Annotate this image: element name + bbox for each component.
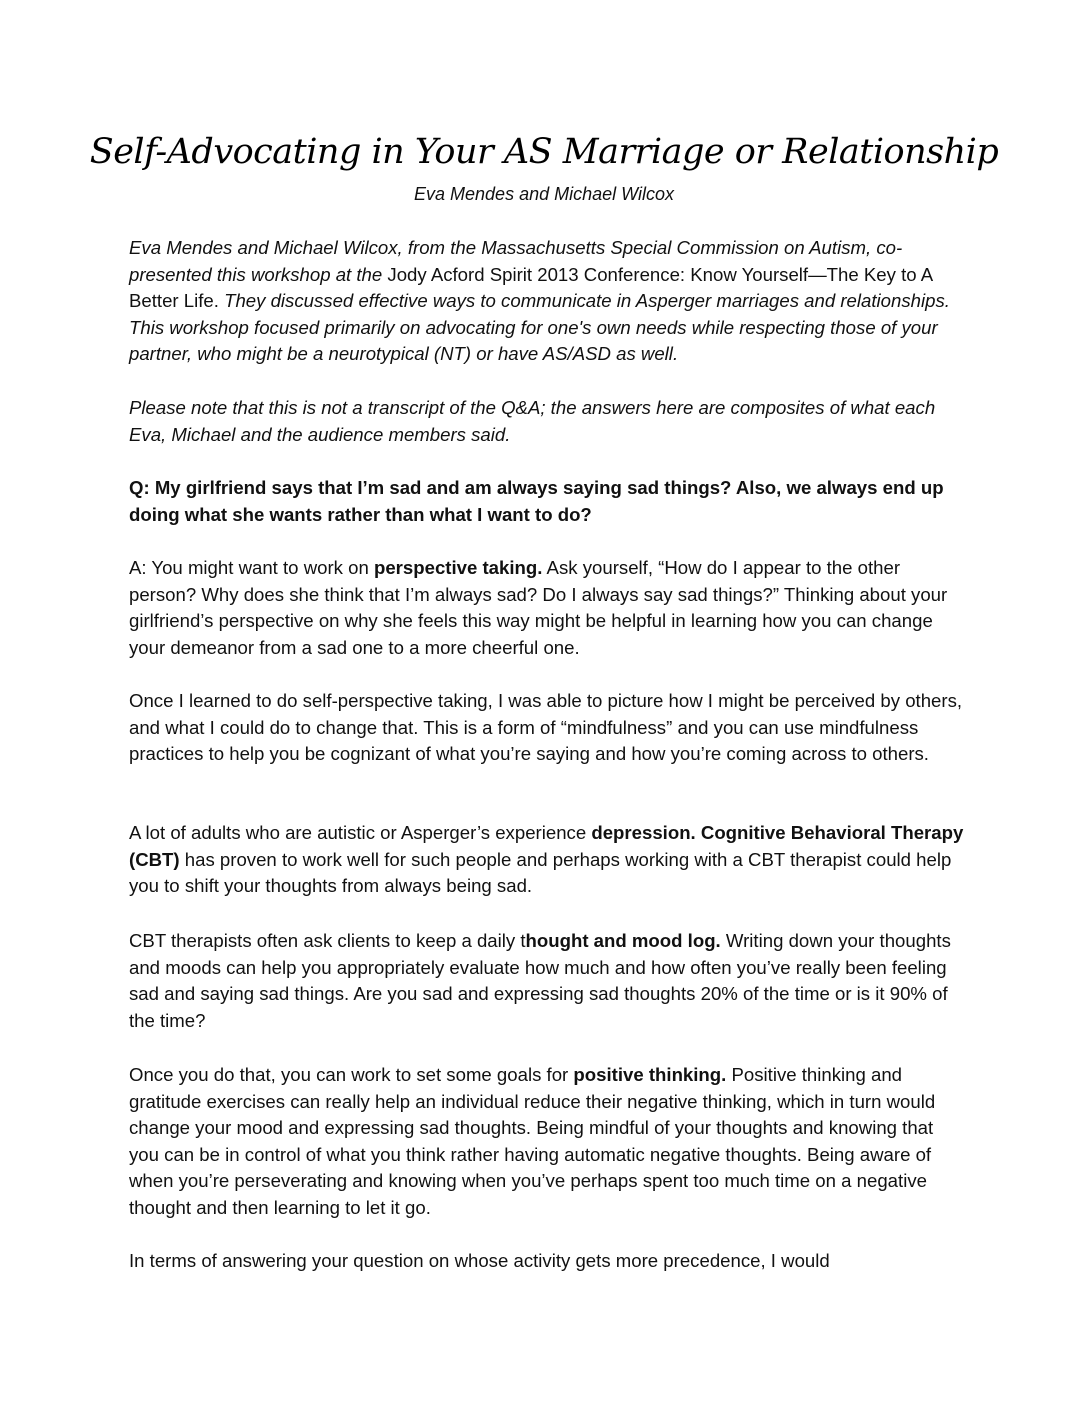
answer-emphasis: perspective taking. <box>373 557 543 578</box>
question-heading: Q: My girlfriend says that I’m sad and am always saying sad things? Also, we always end up doing what she wants rather than what I want to do? <box>129 477 944 525</box>
answer-paragraph-5 <box>129 1062 964 1221</box>
answer-text: Writing down your thoughts and moods can help you appropriately evaluate how much and how often you’ve really been feeling sad and saying sad things. Are you sad and expressing sad thoughts 20% of the time or is it 90% of the time? <box>129 930 951 1031</box>
answer-paragraph-1 <box>129 555 964 661</box>
answer-emphasis: depression. Cognitive Behavioral Therapy (CBT) <box>129 822 964 870</box>
answer-text: Ask yourself, “How do I appear to the other person? Why does she think that I’m always sad? Do I always say sad things?” Thinking about your girlfriend’s perspective on why she feels this way might be helpful in learning how you can change your demeanor from a sad one to a more cheerful one. <box>129 557 948 658</box>
document-title: Self-Advocating in Your AS Marriage or Relationship <box>89 132 999 172</box>
intro-text-2: They discussed effective ways to communicate in Asperger marriages and relationships. This workshop focused primarily on advocating for one's own needs while respecting those of your partner, who might be a neurotypical (NT) or have AS/ASD as well. <box>129 290 950 364</box>
note-paragraph: Please note that this is not a transcript of the Q&A; the answers here are composites of what each Eva, Michael and the audience members said. <box>129 397 936 445</box>
answer-paragraph-4 <box>129 928 964 1034</box>
intro-text-1: Eva Mendes and Michael Wilcox, from the Massachusetts Special Commission on Autism, co-presented this workshop at the <box>129 237 903 285</box>
byline: Eva Mendes and Michael Wilcox <box>414 184 674 204</box>
answer-paragraph-6: In terms of answering your question on whose activity gets more precedence, I would <box>129 1250 830 1271</box>
intro-paragraph <box>129 235 964 368</box>
answer-text: CBT therapists often ask clients to keep a daily t <box>129 930 526 951</box>
answer-text: has proven to work well for such people and perhaps working with a CBT therapist could help you to shift your thoughts from always being sad. <box>129 848 952 896</box>
answer-text: Positive thinking and gratitude exercises can really help an individual reduce their negative thinking, which in turn would change your mood and expressing sad thoughts. Being mindful of your thoughts and knowing that you can be in control of what you think rather having automatic negative thoughts. Being aware of when you’re perseverating and knowing when you’ve perhaps spent too much time on a negative thought and then learning to let it go. <box>129 1064 936 1218</box>
answer-text: Once you do that, you can work to set some goals for <box>129 1064 574 1085</box>
answer-paragraph-3 <box>129 820 964 900</box>
answer-emphasis: hought and mood log. <box>525 930 721 951</box>
answer-emphasis: positive thinking. <box>573 1064 727 1085</box>
answer-text: A lot of adults who are autistic or Asperger’s experience <box>129 822 592 843</box>
conference-name: Jody Acford Spirit 2013 Conference: Know Yourself—The Key to A Better Life. <box>129 263 933 311</box>
answer-text: A: You might want to work on <box>129 557 374 578</box>
answer-paragraph-2: Once I learned to do self-perspective taking, I was able to picture how I might be perceived by others, and what I could do to change that. This is a form of “mindfulness” and you can use mindfulness practices to help you be cognizant of what you’re saying and how you’re coming across to others. <box>129 690 963 764</box>
